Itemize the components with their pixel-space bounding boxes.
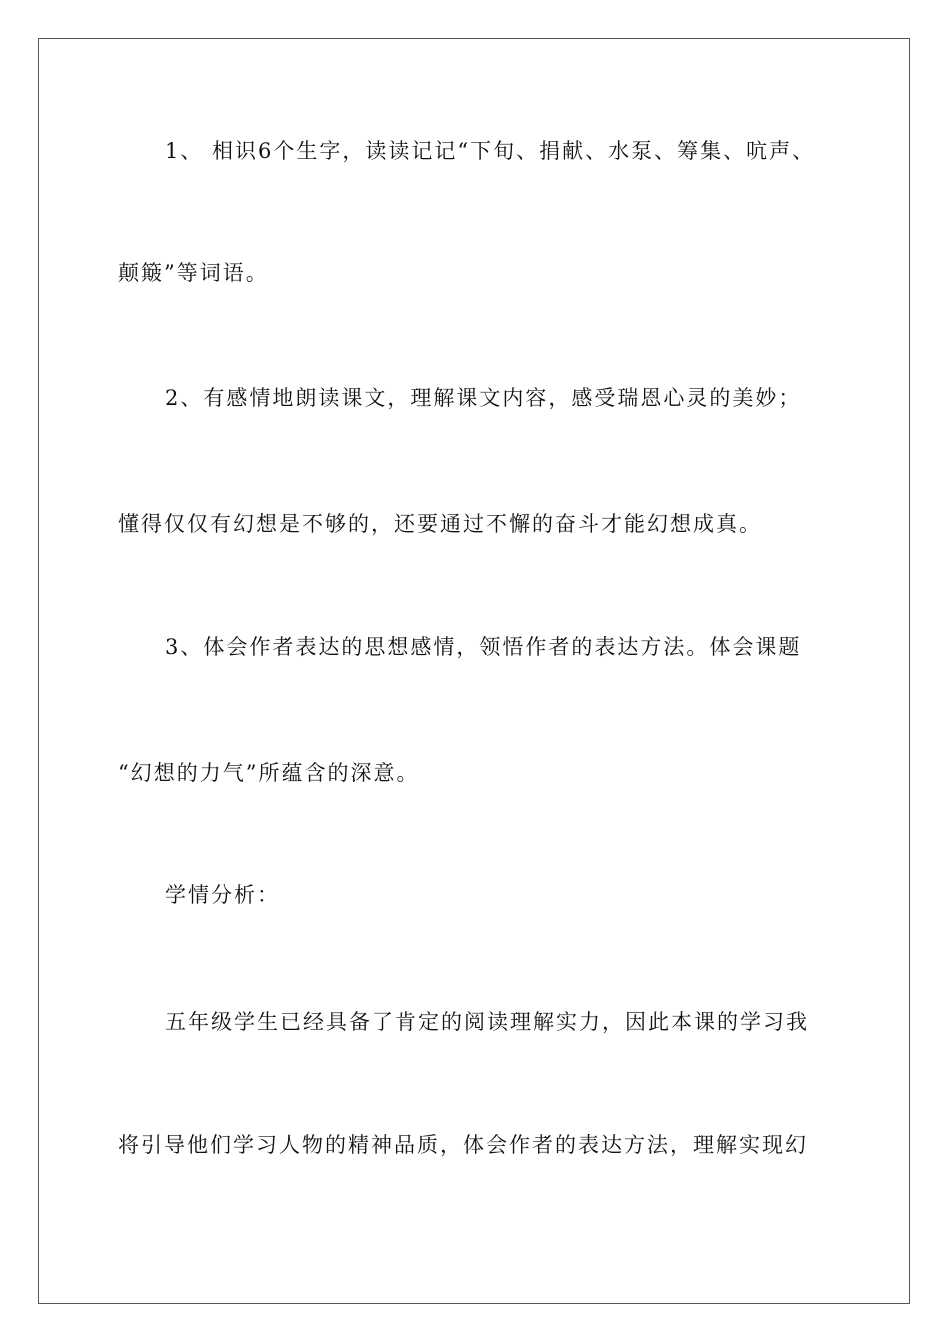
objective-1-line-2: 颠簸”等词语。 — [118, 261, 269, 285]
page-border — [38, 38, 910, 1304]
analysis-line-2: 将引导他们学习人物的精神品质，体会作者的表达方法，理解实现幻 — [118, 1133, 808, 1157]
objective-3-line-2: “幻想的力气”所蕴含的深意。 — [118, 761, 420, 785]
analysis-line-1: 五年级学生已经具备了肯定的阅读理解实力，因此本课的学习我 — [165, 1010, 809, 1034]
objective-1-line-1: 1、 相识6个生字，读读记记“下旬、捐献、水泵、筹集、吭声、 — [165, 139, 816, 163]
section-heading-learning-analysis: 学情分析： — [165, 883, 280, 907]
objective-2-line-1: 2、有感情地朗读课文，理解课文内容，感受瑞恩心灵的美妙； — [165, 386, 802, 410]
objective-3-line-1: 3、体会作者表达的思想感情，领悟作者的表达方法。体会课题 — [165, 635, 802, 659]
objective-2-line-2: 懂得仅仅有幻想是不够的，还要通过不懈的奋斗才能幻想成真。 — [118, 512, 762, 536]
